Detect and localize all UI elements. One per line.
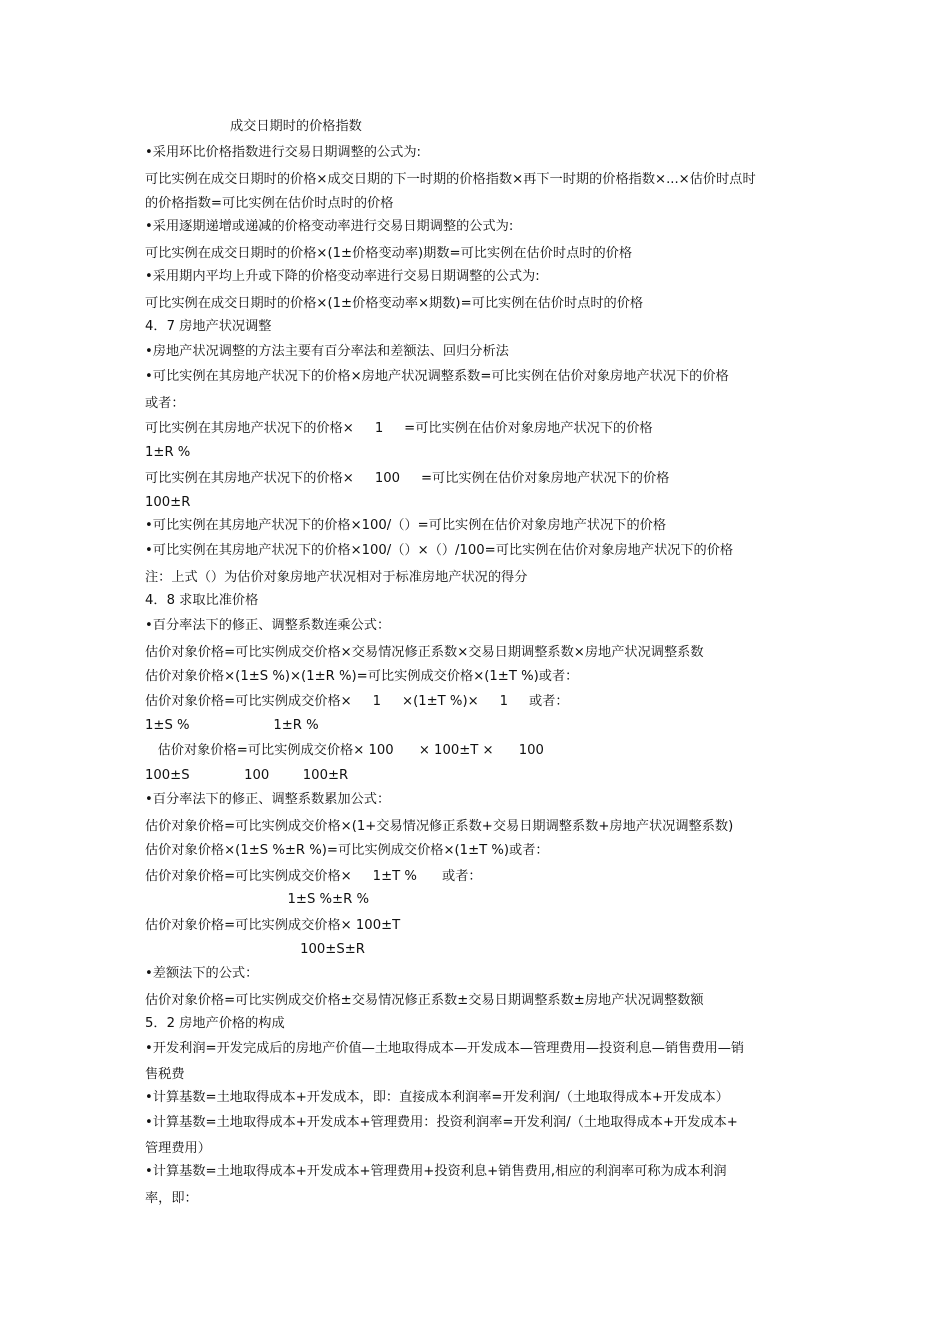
text-line: 可比实例在成交日期时的价格×(1±价格变动率×期数)=可比实例在估价时点时的价格 [145,296,644,311]
formula-line: 估价对象价格=可比实例成交价格× 1 ×(1±T %)× 1 或者： [145,694,569,709]
section-heading: 4．8 求取比准价格 [145,593,259,608]
text-line: •百分率法下的修正、调整系数累加公式： [145,792,391,807]
text-line: •可比实例在其房地产状况下的价格×100/（）×（）/100=可比实例在估价对象房地产状况下的价格 [145,543,734,558]
text-line: 成交日期时的价格指数 [230,119,362,134]
text-line: 售税费 [145,1067,185,1082]
formula-line: 可比实例在其房地产状况下的价格× 1 =可比实例在估价对象房地产状况下的价格 [145,421,653,436]
text-line: 管理费用） [145,1141,211,1156]
formula-denominator: 1±R % [145,445,191,460]
formula-denominator: 1±S %±R % [145,892,369,907]
text-line: •开发利润=开发完成后的房地产价值—土地取得成本—开发成本—管理费用—投资利息—销售费用—销 [145,1041,745,1056]
text-line: 或者： [145,396,185,411]
text-line: •计算基数=土地取得成本+开发成本+管理费用：投资利润率=开发利润/（土地取得成本+开发成本+ [145,1115,738,1130]
text-line: •计算基数=土地取得成本+开发成本，即：直接成本利润率=开发利润/（土地取得成本+开发成本） [145,1090,729,1105]
text-line: 的价格指数=可比实例在估价时点时的价格 [145,196,394,211]
formula-line: 可比实例在其房地产状况下的价格× 100 =可比实例在估价对象房地产状况下的价格 [145,471,670,486]
section-heading: 5．2 房地产价格的构成 [145,1016,285,1031]
formula-denominator: 1±S % 1±R % [145,718,319,733]
text-line: •采用环比价格指数进行交易日期调整的公式为: [145,145,421,160]
text-line: •计算基数=土地取得成本+开发成本+管理费用+投资利息+销售费用,相应的利润率可称为成本利润 [145,1164,727,1179]
text-line: 估价对象价格=可比实例成交价格×(1+交易情况修正系数+交易日期调整系数+房地产状况调整系数) [145,819,734,834]
text-line: 估价对象价格=可比实例成交价格×交易情况修正系数×交易日期调整系数×房地产状况调整系数 [145,645,704,660]
formula-denominator: 100±S 100 100±R [145,768,349,783]
text-line: 可比实例在成交日期时的价格×(1±价格变动率)期数=可比实例在估价时点时的价格 [145,246,633,261]
text-line: 估价对象价格×(1±S %)×(1±R %)=可比实例成交价格×(1±T %)或者： [145,669,579,684]
formula-line: 估价对象价格=可比实例成交价格× 100±T [145,918,401,933]
text-line: 估价对象价格=可比实例成交价格±交易情况修正系数±交易日期调整系数±房地产状况调整数额 [145,993,704,1008]
text-line: 率，即： [145,1191,198,1206]
text-line: •可比实例在其房地产状况下的价格×房地产状况调整系数=可比实例在估价对象房地产状况下的价格 [145,369,729,384]
text-line: •房地产状况调整的方法主要有百分率法和差额法、回归分析法 [145,344,509,359]
formula-denominator: 100±R [145,495,191,510]
text-line: •采用逐期递增或递减的价格变动率进行交易日期调整的公式为: [145,219,514,234]
formula-line: 估价对象价格=可比实例成交价格× 1±T % 或者： [145,869,482,884]
text-line: •百分率法下的修正、调整系数连乘公式： [145,618,391,633]
formula-line: 估价对象价格=可比实例成交价格× 100 × 100±T × 100 [145,743,544,758]
text-line: 可比实例在成交日期时的价格×成交日期的下一时期的价格指数×再下一时期的价格指数×...×估价时点时 [145,172,756,187]
formula-denominator: 100±S±R [145,942,365,957]
text-line: 估价对象价格×(1±S %±R %)=可比实例成交价格×(1±T %)或者： [145,843,549,858]
note-line: 注：上式（）为估价对象房地产状况相对于标准房地产状况的得分 [145,570,528,585]
text-line: •可比实例在其房地产状况下的价格×100/（）=可比实例在估价对象房地产状况下的价格 [145,518,667,533]
text-line: •差额法下的公式： [145,966,259,981]
text-line: •采用期内平均上升或下降的价格变动率进行交易日期调整的公式为: [145,269,540,284]
section-heading: 4．7 房地产状况调整 [145,319,272,334]
